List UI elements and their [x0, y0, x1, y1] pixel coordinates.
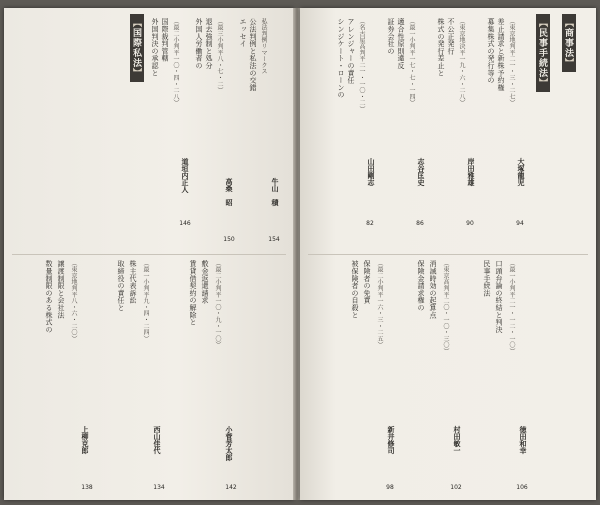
entry-author: 大塚龍児: [517, 158, 525, 186]
section-header-commercial-law: [562, 14, 576, 72]
entry-title-line: 消滅時効の起算点: [429, 260, 437, 319]
entry-meta: （名古屋高判平二一・一〇・二）: [358, 18, 365, 113]
entry-meta: （東京地判平八・六・二〇）: [70, 260, 77, 342]
entry-title-line: 株式の発行差止と: [437, 18, 445, 77]
entry-title-line: 外国判決の承認と: [151, 18, 159, 77]
entry-page-number: 146: [179, 220, 191, 227]
left-page: [4, 8, 294, 500]
entry-author: 徳田和幸: [519, 426, 527, 454]
entry-author: 山田剛志: [367, 158, 375, 186]
entry-author: 上柳克郎: [81, 426, 89, 454]
entry-title-line: 株主代表訴訟: [129, 260, 137, 304]
entry-page-number: 102: [450, 484, 462, 491]
entry-title-line: 被保険者の自殺と: [351, 260, 359, 319]
bracket-open: 【: [563, 18, 573, 28]
entry-title-line: 退去強制と処分: [205, 18, 213, 70]
bracket-open: 【: [131, 18, 141, 28]
entry-title-line: 外国人労働者の: [195, 18, 203, 70]
entry-author: 牛山 積: [271, 178, 279, 206]
entry-title-line: 保険者の免責: [363, 260, 371, 304]
entry-author: 小菅芳太郎: [225, 426, 233, 461]
entry-page-number: 86: [416, 220, 424, 227]
entry-meta: （最二小判平一〇・四・二八）: [172, 18, 179, 107]
entry-title-line: シンジケート・ローンの: [337, 18, 345, 99]
entry-page-number: 94: [516, 220, 524, 227]
entry-page-number: 138: [81, 484, 93, 491]
entry-page-number: 150: [223, 236, 235, 243]
entry-title-line: アレンジャーの責任: [347, 18, 355, 84]
entry-title-line: 数量制限のある株式の: [45, 260, 53, 333]
section-header-label: 民事手続法: [537, 28, 547, 78]
entry-page-number: 106: [516, 484, 528, 491]
entry-title-line: 募集株式の発行等の: [487, 18, 495, 84]
entry-title-line: エッセイ: [239, 18, 247, 48]
bracket-close: 】: [131, 68, 141, 78]
entry-title-line: 譲渡制限と会社法: [57, 260, 65, 319]
entry-page-number: 134: [153, 484, 165, 491]
entry-title-line: 取締役の責任と: [117, 260, 125, 312]
entry-meta: （東京地決平一九・六・二八）: [458, 18, 465, 107]
entry-author: 高桑 昭: [225, 178, 233, 206]
entry-author: 村田敏一: [453, 426, 461, 454]
entry-title-line: 民事手続法: [483, 260, 491, 297]
entry-meta: （最一小判平九・四・二四）: [142, 260, 149, 342]
entry-title-line: 公法判例と私法の交錯: [249, 18, 257, 91]
right-bottom-half: [300, 256, 596, 500]
entry-page-number: 98: [386, 484, 394, 491]
entry-title-line: 敷金返還請求: [201, 260, 209, 304]
entry-title-line: 証券会社の: [387, 18, 395, 55]
entry-title-line: 口頭弁論の終結と判決: [495, 260, 503, 333]
entry-title-line: 国際裁判管轄: [161, 18, 169, 62]
divider: [12, 254, 286, 255]
entry-author: 新井修司: [387, 426, 395, 454]
entry-page-number: 154: [268, 236, 280, 243]
entry-meta: （最三小判平八・七・二）: [216, 18, 223, 94]
entry-meta: 私法判例リマークス: [260, 18, 267, 75]
section-header-international-private-law: [130, 14, 144, 82]
entry-title-line: 適合性原則違反: [397, 18, 405, 70]
entry-author: 道垣内正人: [181, 158, 189, 193]
left-top-half: [4, 8, 294, 254]
entry-title-line: 差止請求と新株予約権: [497, 18, 505, 91]
entry-author: 志谷匡史: [417, 158, 425, 186]
right-top-half: [300, 8, 596, 254]
entry-meta: （東京地判平二一・三・二七）: [508, 18, 515, 107]
entry-meta: （最一小判平二一・一二・一〇）: [508, 260, 515, 355]
bracket-close: 】: [563, 58, 573, 68]
bracket-open: 【: [537, 18, 547, 28]
left-bottom-half: [4, 256, 294, 500]
divider: [308, 254, 588, 255]
entry-meta: （最一小判平一七・七・一四）: [408, 18, 415, 107]
right-page: [300, 8, 596, 500]
entry-author: 岸田雅雄: [467, 158, 475, 186]
entry-meta: （最二小判平一六・三・二五）: [376, 260, 383, 349]
entry-meta: （東京高判平二〇・一〇・三〇）: [442, 260, 449, 355]
entry-page-number: 90: [466, 220, 474, 227]
entry-title-line: 不公正発行: [447, 18, 455, 55]
bracket-close: 】: [537, 78, 547, 88]
section-header-civil-procedure: [536, 14, 550, 92]
entry-author: 西山佳代: [153, 426, 161, 454]
entry-page-number: 82: [366, 220, 374, 227]
entry-page-number: 142: [225, 484, 237, 491]
entry-title-line: 賃貸借契約の解除と: [189, 260, 197, 326]
section-header-label: 商事法: [563, 28, 573, 58]
section-header-label: 国際私法: [131, 28, 141, 68]
entry-title-line: 保険金請求権の: [417, 260, 425, 312]
entry-meta: （最二小判平一〇・九・一〇）: [214, 260, 221, 349]
